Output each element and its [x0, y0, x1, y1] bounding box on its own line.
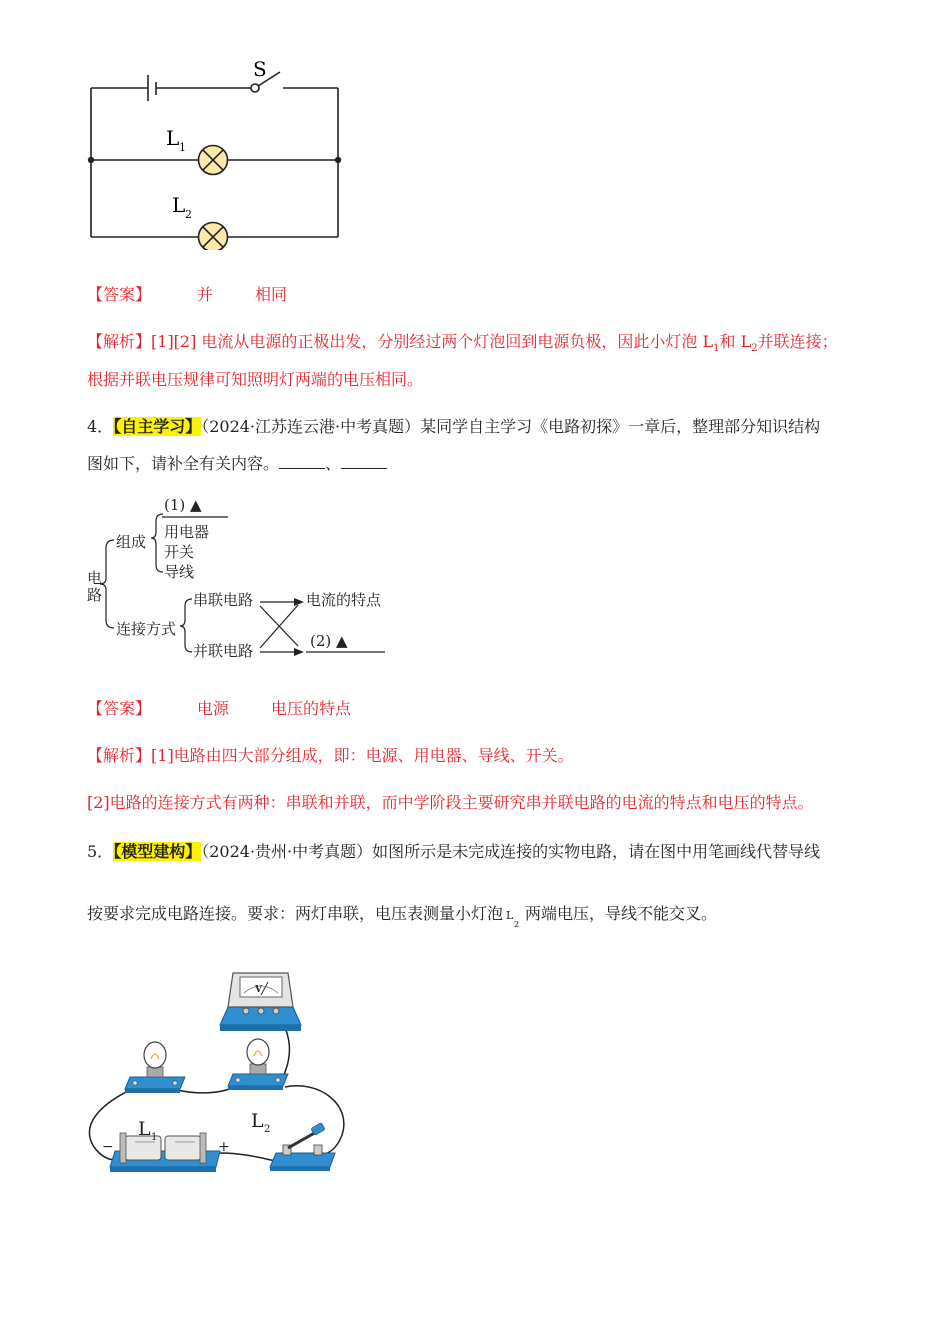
answer-3 — [87, 284, 287, 306]
question-tag: 【自主学习】 — [113, 417, 202, 436]
tree-item-wire: 导线 — [164, 563, 195, 581]
lamp1-sub: 1 — [151, 1132, 158, 1143]
analysis-tag: 【解析】 — [87, 746, 152, 765]
tree-branch-connection: 连接方式 — [116, 620, 177, 638]
lamp1-label: L — [166, 126, 180, 150]
answer-tag: 【答案】 — [87, 285, 152, 304]
lamp-l2-symbol — [199, 223, 228, 251]
answer-blank-1[interactable] — [279, 454, 325, 469]
lamp2-label: L — [251, 1110, 264, 1132]
question-4-line-2: 图如下，请补全有关内容。 、 — [87, 453, 387, 475]
voltmeter-device — [220, 973, 301, 1031]
answer-value-1: 并 — [197, 285, 214, 304]
physical-circuit-drawing — [80, 955, 360, 1180]
knowledge-tree-diagram — [80, 492, 400, 667]
question-tag: 【模型建构】 — [113, 842, 202, 861]
battery-minus-sign: − — [102, 1139, 114, 1155]
lamp2-label: L — [172, 193, 186, 217]
question-5-line-1: 5．【模型建构】（2024·贵州·中考真题）如图所示是未完成连接的实物电路，请在图中用笔画线代替导线 — [87, 842, 821, 861]
answer-value-1: 电源 — [197, 699, 230, 718]
analysis-4-line-1: 【解析】[1]电路由四大部分组成，即：电源、用电器、导线、开关。 — [87, 746, 574, 765]
question-4-line-1: 4．【自主学习】（2024·江苏连云港·中考真题）某同学自主学习《电路初探》一章后，整理部分知识结构 — [87, 417, 821, 436]
switch-label: S — [253, 57, 267, 81]
tree-item-appliance: 用电器 — [164, 523, 210, 541]
l2-inline-label: L — [506, 909, 514, 922]
tree-branch-composition: 组成 — [116, 533, 147, 551]
lamp1-label: L — [138, 1118, 151, 1140]
tree-root-2: 路 — [87, 586, 103, 604]
lamp-l1-device — [125, 1042, 185, 1093]
question-5-line-2: 按要求完成电路连接。要求：两灯串联，电压表测量小灯泡 L 2 两端电压，导线不能交叉。 — [87, 903, 717, 925]
lamp-l2-device — [228, 1039, 288, 1090]
battery-device — [110, 1133, 220, 1172]
tree-series-circuit: 串联电路 — [193, 591, 254, 609]
tree-current-feature: 电流的特点 — [306, 591, 382, 609]
tree-blank-2: (2) ▲ — [310, 632, 348, 650]
tree-item-switch: 开关 — [164, 543, 195, 561]
question-number: 5． — [87, 842, 114, 861]
answer-value-2: 相同 — [255, 285, 288, 304]
lamp-l1-symbol — [199, 146, 228, 175]
answer-4 — [87, 698, 351, 720]
switch-device — [270, 1123, 335, 1171]
lamp1-sub: 1 — [179, 141, 186, 154]
tree-root-1: 电 — [87, 569, 103, 587]
tree-parallel-circuit: 并联电路 — [193, 642, 254, 660]
analysis-4-line-2: [2]电路的连接方式有两种：串联和并联，而中学阶段主要研究串并联电路的电流的特点和电压的特点。 — [87, 793, 814, 812]
battery-plus-sign: + — [218, 1139, 230, 1155]
analysis-tag: 【解析】 — [87, 332, 152, 351]
analysis-3-line-1: 【解析】[1][2] 电流从电源的正极出发，分别经过两个灯泡回到电源负极，因此小灯泡 $L_1$和 $L_2$并联连接； — [87, 332, 838, 355]
tree-blank-1: (1) ▲ — [164, 496, 202, 514]
l2-inline-sub: 2 — [514, 920, 520, 929]
answer-blank-2[interactable] — [341, 454, 387, 469]
lamp2-sub: 2 — [185, 208, 192, 221]
analysis-3-line-2: 根据并联电压规律可知照明灯两端的电压相同。 — [87, 370, 424, 389]
answer-value-2: 电压的特点 — [271, 699, 352, 718]
parallel-circuit-diagram — [80, 55, 355, 250]
lamp2-sub: 2 — [264, 1124, 271, 1135]
voltmeter-label: V — [255, 985, 262, 995]
answer-tag: 【答案】 — [87, 699, 152, 718]
question-number: 4． — [87, 417, 114, 436]
